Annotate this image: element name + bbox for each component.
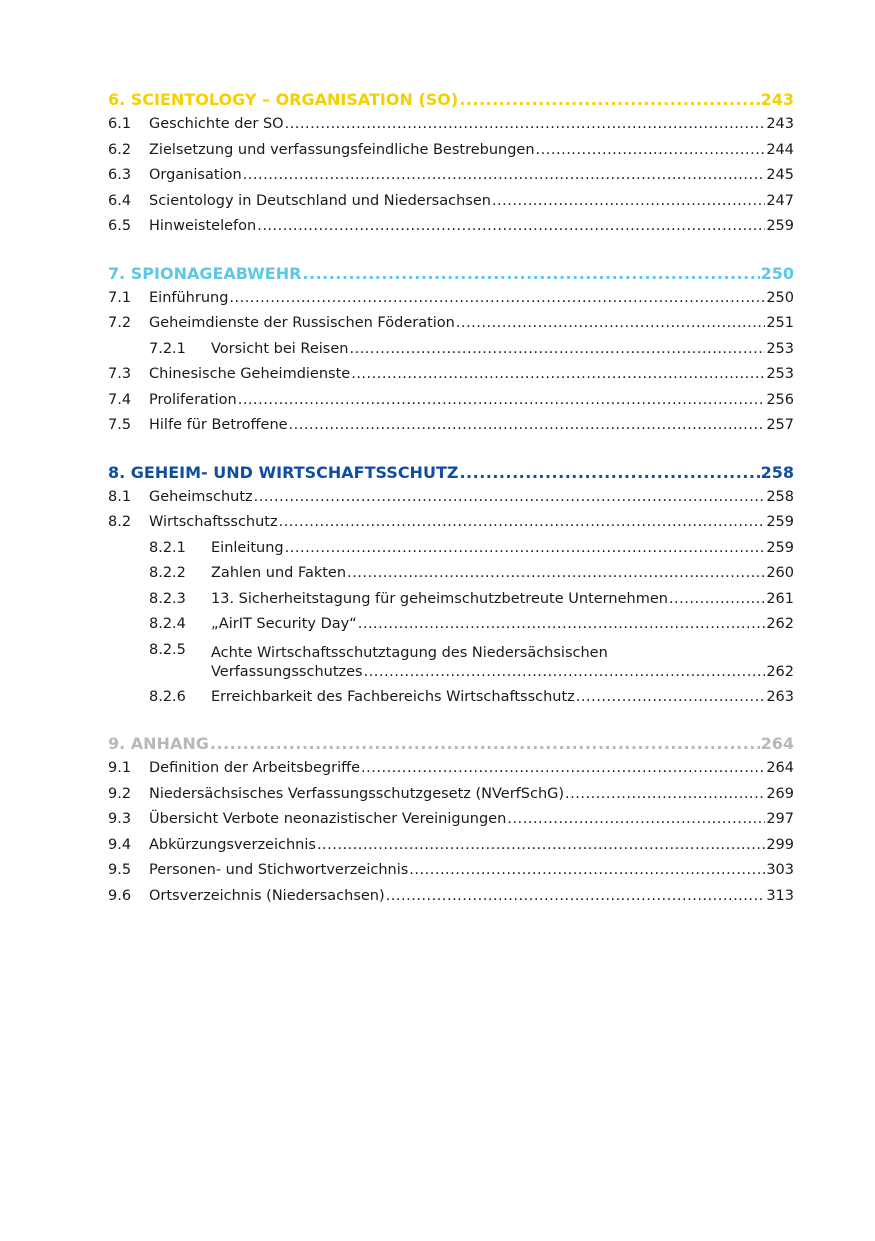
leader-dots <box>238 392 766 408</box>
leader-dots <box>409 862 765 878</box>
entry-page: 269 <box>766 785 794 802</box>
entry-title: Personen- und Stichwortverzeichnis <box>149 862 409 878</box>
toc-entry-6-2[interactable] <box>108 142 794 168</box>
entry-page: 264 <box>766 760 794 776</box>
entry-title: Erreichbarkeit des Fachbereichs Wirtschaftsschutz <box>211 688 575 705</box>
leader-dots <box>289 417 766 433</box>
entry-number: 7.4 <box>108 391 132 408</box>
toc-entry-9-2[interactable] <box>108 786 794 812</box>
entry-title: Hinweistelefon <box>149 218 257 234</box>
toc-entry-8-2-6[interactable] <box>108 689 794 715</box>
entry-page: 253 <box>766 366 794 382</box>
chapter-title: 8. GEHEIM- UND WIRTSCHAFTSSCHUTZ <box>108 462 459 482</box>
leader-dots <box>243 167 766 183</box>
toc-entry-7-2[interactable] <box>108 315 794 341</box>
leader-dots <box>565 786 765 802</box>
entry-title: „AirIT Security Day“ <box>211 616 357 632</box>
chapter-page: 264 <box>760 734 794 753</box>
entry-title: Zielsetzung und verfassungsfeindliche Bestrebungen <box>149 141 535 158</box>
toc-chapter-7[interactable] <box>108 264 794 290</box>
entry-number: 9.3 <box>108 811 132 827</box>
chapter-title: 7. SPIONAGEABWEHR <box>108 263 302 283</box>
toc-entry-9-5[interactable] <box>108 862 794 888</box>
entry-number: 7.2 <box>108 315 132 331</box>
leader-dots <box>317 837 765 853</box>
entry-number: 8.2.4 <box>149 616 186 632</box>
leader-dots <box>285 540 766 556</box>
leader-dots <box>257 218 765 234</box>
entry-title: Einführung <box>149 289 229 306</box>
toc-entry-6-3[interactable] <box>108 167 794 193</box>
entry-title: 13. Sicherheitstagung für geheimschutzbetreute Unternehmen <box>211 590 668 607</box>
leader-dots <box>351 366 765 382</box>
entry-number: 9.1 <box>108 760 132 776</box>
entry-page: 253 <box>766 340 794 357</box>
leader-dots <box>669 591 765 607</box>
leader-dots <box>576 689 766 705</box>
toc-entry-8-2[interactable] <box>108 514 794 540</box>
entry-page: 256 <box>766 391 794 408</box>
toc-entry-8-1[interactable] <box>108 489 794 515</box>
leader-dots <box>229 290 765 306</box>
entry-title: Übersicht Verbote neonazistischer Vereinigungen <box>149 811 507 827</box>
entry-number: 8.2.2 <box>149 565 186 581</box>
entry-number: 9.2 <box>108 785 132 802</box>
chapter-page: 258 <box>760 462 794 482</box>
toc-entry-7-4[interactable] <box>108 392 794 418</box>
toc-entry-9-4[interactable] <box>108 837 794 863</box>
leader-dots <box>349 341 765 357</box>
table-of-contents <box>108 90 794 913</box>
toc-entry-6-1[interactable] <box>108 116 794 142</box>
leader-dots <box>361 760 765 776</box>
entry-number: 8.2.3 <box>149 590 186 607</box>
leader-dots <box>279 514 766 530</box>
entry-page: 260 <box>766 565 794 581</box>
entry-title: Zahlen und Fakten <box>211 565 347 581</box>
entry-title-line1: Achte Wirtschaftsschutztagung des Niedersächsischen <box>211 644 608 661</box>
entry-number: 8.1 <box>108 488 132 505</box>
entry-page: 257 <box>766 417 794 433</box>
entry-title: Niedersächsisches Verfassungsschutzgesetz (NVerfSchG) <box>149 785 565 802</box>
leader-dots <box>459 90 759 109</box>
entry-number: 9.5 <box>108 862 132 878</box>
entry-page: 259 <box>766 539 794 556</box>
leader-dots <box>386 888 766 904</box>
leader-dots <box>347 565 765 581</box>
chapter-title: 9. ANHANG <box>108 734 209 753</box>
toc-entry-8-2-2[interactable] <box>108 565 794 591</box>
entry-page: 258 <box>766 488 794 505</box>
leader-dots <box>459 463 759 482</box>
entry-page: 245 <box>766 167 794 183</box>
leader-dots <box>492 193 765 209</box>
entry-title: Proliferation <box>149 391 237 408</box>
entry-page: 259 <box>766 514 794 530</box>
entry-title: Geheimdienste der Russischen Föderation <box>149 315 455 331</box>
toc-entry-9-3[interactable] <box>108 811 794 837</box>
leader-dots <box>285 116 766 132</box>
leader-dots <box>254 489 766 505</box>
entry-title: Ortsverzeichnis (Niedersachsen) <box>149 887 385 904</box>
entry-title: Abkürzungsverzeichnis <box>149 836 316 853</box>
toc-entry-7-2-1[interactable] <box>108 341 794 367</box>
leader-dots <box>507 811 765 827</box>
entry-title: Einleitung <box>211 539 284 556</box>
entry-number: 9.4 <box>108 836 132 853</box>
entry-page: 299 <box>766 836 794 853</box>
entry-page: 262 <box>766 663 794 680</box>
entry-page: 250 <box>766 289 794 306</box>
entry-title: Wirtschaftsschutz <box>149 514 278 530</box>
leader-dots <box>210 734 760 753</box>
entry-title: Vorsicht bei Reisen <box>211 340 349 357</box>
chapter-page: 243 <box>760 90 794 109</box>
chapter-title: 6. SCIENTOLOGY – ORGANISATION (SO) <box>108 90 459 109</box>
toc-entry-8-2-4[interactable] <box>108 616 794 642</box>
entry-page: 243 <box>766 116 794 132</box>
toc-chapter-9[interactable] <box>108 734 794 760</box>
entry-number: 7.2.1 <box>149 340 186 357</box>
entry-title: Definition der Arbeitsbegriffe <box>149 760 361 776</box>
leader-dots <box>456 315 765 331</box>
toc-entry-6-5[interactable] <box>108 218 794 244</box>
entry-number: 8.2.1 <box>149 539 186 556</box>
entry-number: 9.6 <box>108 887 132 904</box>
toc-entry-8-2-5[interactable] <box>108 642 794 689</box>
leader-dots <box>364 664 766 680</box>
entry-number: 6.4 <box>108 192 132 209</box>
entry-number: 7.5 <box>108 417 132 433</box>
entry-title: Chinesische Geheimdienste <box>149 366 351 382</box>
toc-chapter-8[interactable] <box>108 463 794 489</box>
entry-page: 303 <box>766 862 794 878</box>
leader-dots <box>358 616 766 632</box>
entry-number: 6.5 <box>108 218 132 234</box>
toc-entry-9-1[interactable] <box>108 760 794 786</box>
entry-number: 6.1 <box>108 116 132 132</box>
entry-number: 6.2 <box>108 141 132 158</box>
leader-dots <box>302 264 759 283</box>
entry-number: 7.1 <box>108 289 132 306</box>
entry-number: 8.2.5 <box>149 641 186 658</box>
toc-entry-7-3[interactable] <box>108 366 794 392</box>
entry-number: 8.2.6 <box>149 688 186 705</box>
entry-page: 251 <box>766 315 794 331</box>
entry-page: 244 <box>766 141 794 158</box>
entry-title: Scientology in Deutschland und Niedersachsen <box>149 192 491 209</box>
entry-page: 259 <box>766 218 794 234</box>
entry-page: 313 <box>766 887 794 904</box>
entry-title-line2: Verfassungsschutzes <box>211 663 363 680</box>
toc-entry-9-6[interactable] <box>108 888 794 914</box>
entry-page: 263 <box>766 688 794 705</box>
entry-page: 261 <box>766 590 794 607</box>
entry-title: Geheimschutz <box>149 488 253 505</box>
entry-page: 297 <box>766 811 794 827</box>
entry-number: 8.2 <box>108 514 132 530</box>
entry-number: 6.3 <box>108 167 132 183</box>
entry-title: Geschichte der SO <box>149 116 284 132</box>
entry-page: 247 <box>766 192 794 209</box>
toc-entry-8-2-3[interactable] <box>108 591 794 617</box>
chapter-page: 250 <box>760 263 794 283</box>
toc-chapter-6[interactable] <box>108 90 794 116</box>
entry-title: Hilfe für Betroffene <box>149 417 288 433</box>
entry-page: 262 <box>766 616 794 632</box>
toc-entry-8-2-1[interactable] <box>108 540 794 566</box>
toc-entry-7-5[interactable] <box>108 417 794 443</box>
leader-dots <box>536 142 766 158</box>
entry-number: 7.3 <box>108 366 132 382</box>
toc-entry-6-4[interactable] <box>108 193 794 219</box>
toc-entry-7-1[interactable] <box>108 290 794 316</box>
entry-title: Organisation <box>149 167 242 183</box>
